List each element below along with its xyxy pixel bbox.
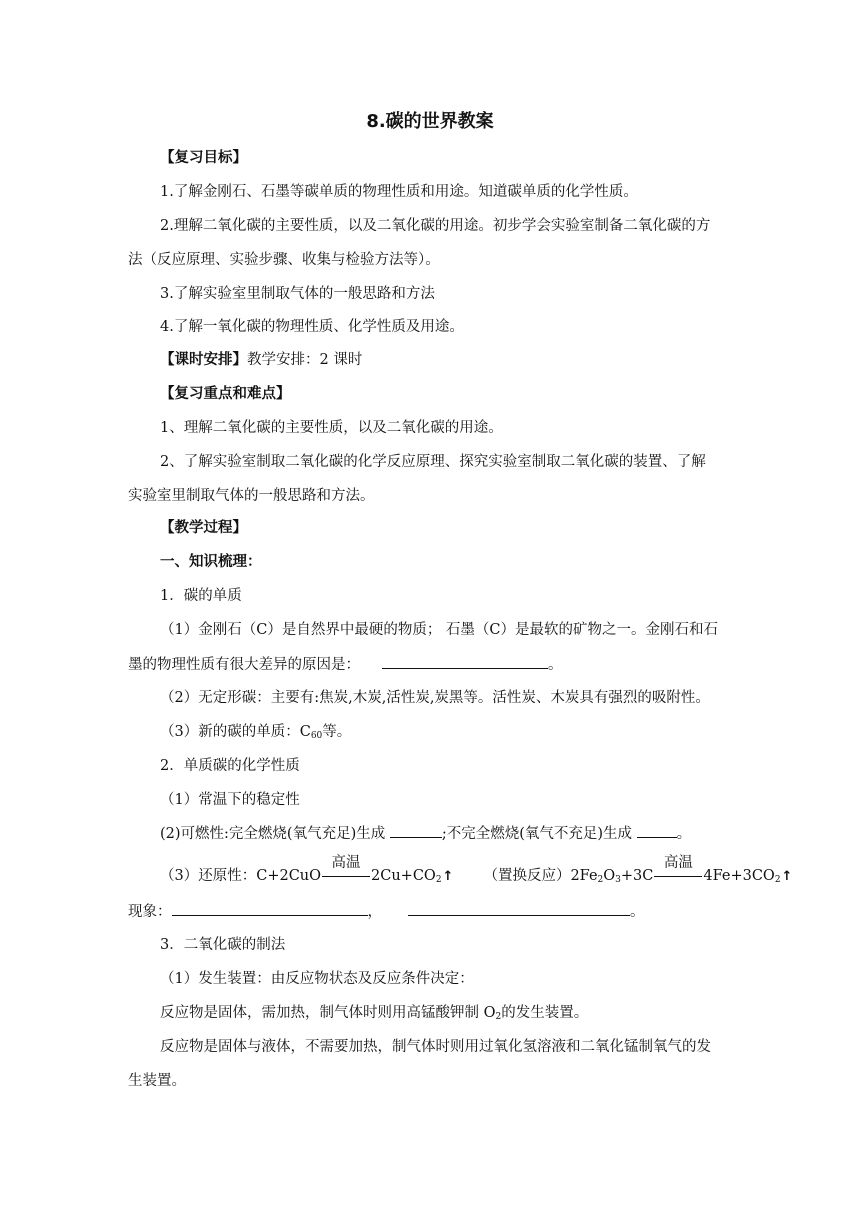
subscript: 2	[495, 1012, 502, 1022]
gas-arrow-icon: ↑	[781, 869, 793, 884]
s3-item-b: 反应物是固体与液体，不需要加热，制气体时则用过氧化氢溶液和二氧化锰制氧气的发	[160, 1039, 711, 1055]
s1-item-3	[160, 721, 351, 747]
schedule-line	[160, 349, 362, 371]
period: 。	[676, 826, 692, 842]
s1-item-1-text: 墨的物理性质有很大差异的原因是：	[128, 657, 360, 673]
goal-4: 4.了解一氧化碳的物理性质、化学性质及用途。	[160, 319, 464, 335]
period: 。	[630, 904, 645, 920]
s2-item-2	[160, 822, 691, 845]
subscript: 3	[615, 875, 621, 885]
key-point-2: 2、了解实验室制取二氧化碳的化学反应原理、探究实验室制取二氧化碳的装置、了解	[160, 454, 706, 470]
page-title: 8.碳的世界教案	[366, 111, 494, 132]
gas-arrow-icon: ↑	[442, 869, 454, 884]
s3-item-1: （1）发生装置：由反应物状态及反应条件决定：	[160, 971, 474, 987]
s3-item-a-end: 的发生装置。	[501, 1005, 589, 1021]
goal-1: 1.了解金刚石、石墨等碳单质的物理性质和用途。知道碳单质的化学性质。	[160, 184, 638, 200]
answer-blank	[408, 900, 630, 916]
key-point-1: 1、理解二氧化碳的主要性质，以及二氧化碳的用途。	[160, 420, 503, 436]
subscript: 2	[597, 875, 604, 885]
process-heading: 【教学过程】	[160, 520, 247, 536]
reaction-condition: 高温	[654, 865, 702, 887]
comma: ，	[367, 904, 382, 920]
knowledge-heading: 一、知识梳理：	[160, 554, 262, 570]
goal-3: 3.了解实验室里制取气体的一般思路和方法	[160, 286, 435, 302]
answer-blank	[637, 822, 677, 838]
reaction-1-reactants: （3）还原性：C+2CuO	[160, 868, 322, 884]
s2-item-2-text-b: ;不完全燃烧(氧气不充足)生成	[441, 826, 637, 842]
goal-2-cont: 法（反应原理、实验步骤、收集与检验方法等）。	[128, 252, 440, 268]
s2-item-3	[160, 855, 793, 891]
answer-blank	[382, 653, 548, 669]
section-2-title: 2．单质碳的化学性质	[160, 758, 300, 774]
reaction-2-carbon: +3C	[620, 868, 654, 884]
reaction-2-reactants: （置换反应）2Fe	[483, 868, 598, 884]
s3-item-a	[160, 1002, 588, 1028]
section-3-title: 3．二氧化碳的制法	[160, 937, 286, 953]
goal-2: 2.理解二氧化碳的主要性质，以及二氧化碳的用途。初步学会实验室制备二氧化碳的方	[160, 218, 711, 234]
s1-item-1: （1）金刚石（C）是自然界中最硬的物质； 石墨（C）是最软的矿物之一。金刚石和石	[160, 622, 719, 638]
subscript: 2	[774, 875, 781, 885]
reaction-1-products: 2Cu+CO	[371, 868, 436, 884]
s1-item-3-end: 等。	[322, 724, 352, 740]
s2-item-2-text-a: (2)可燃性:完全燃烧(氧气充足)生成	[160, 826, 390, 842]
answer-blank	[390, 822, 442, 838]
schedule-text: 教学安排：2 课时	[247, 352, 363, 368]
s2-item-1: （1）常温下的稳定性	[160, 792, 300, 808]
phenomenon-label: 现象：	[128, 904, 172, 920]
reaction-2-oxygen: O	[603, 868, 616, 884]
reaction-2-products: 4Fe+3CO	[703, 868, 775, 884]
s3-item-b-cont: 生装置。	[128, 1073, 186, 1089]
subscript: 60	[310, 731, 323, 741]
key-points-heading: 【复习重点和难点】	[160, 386, 291, 402]
s3-item-a-text: 反应物是固体，需加热，制气体时则用高锰酸钾制 O	[160, 1005, 496, 1021]
s1-item-3-text: （3）新的碳的单质：C	[160, 724, 311, 740]
review-goals-heading: 【复习目标】	[160, 150, 247, 166]
schedule-heading: 【课时安排】	[160, 352, 247, 368]
section-1-title: 1．碳的单质	[160, 588, 242, 604]
s1-item-1-cont	[128, 653, 563, 676]
s1-item-2: （2）无定形碳：主要有:焦炭,木炭,活性炭,炭黑等。活性炭、木炭具有强烈的吸附性。	[160, 690, 710, 706]
phenomenon-line	[128, 900, 645, 923]
period: 。	[548, 657, 563, 673]
answer-blank	[172, 900, 368, 916]
reaction-condition: 高温	[322, 865, 370, 887]
key-point-2-cont: 实验室里制取气体的一般思路和方法。	[128, 488, 375, 504]
subscript: 2	[435, 875, 442, 885]
